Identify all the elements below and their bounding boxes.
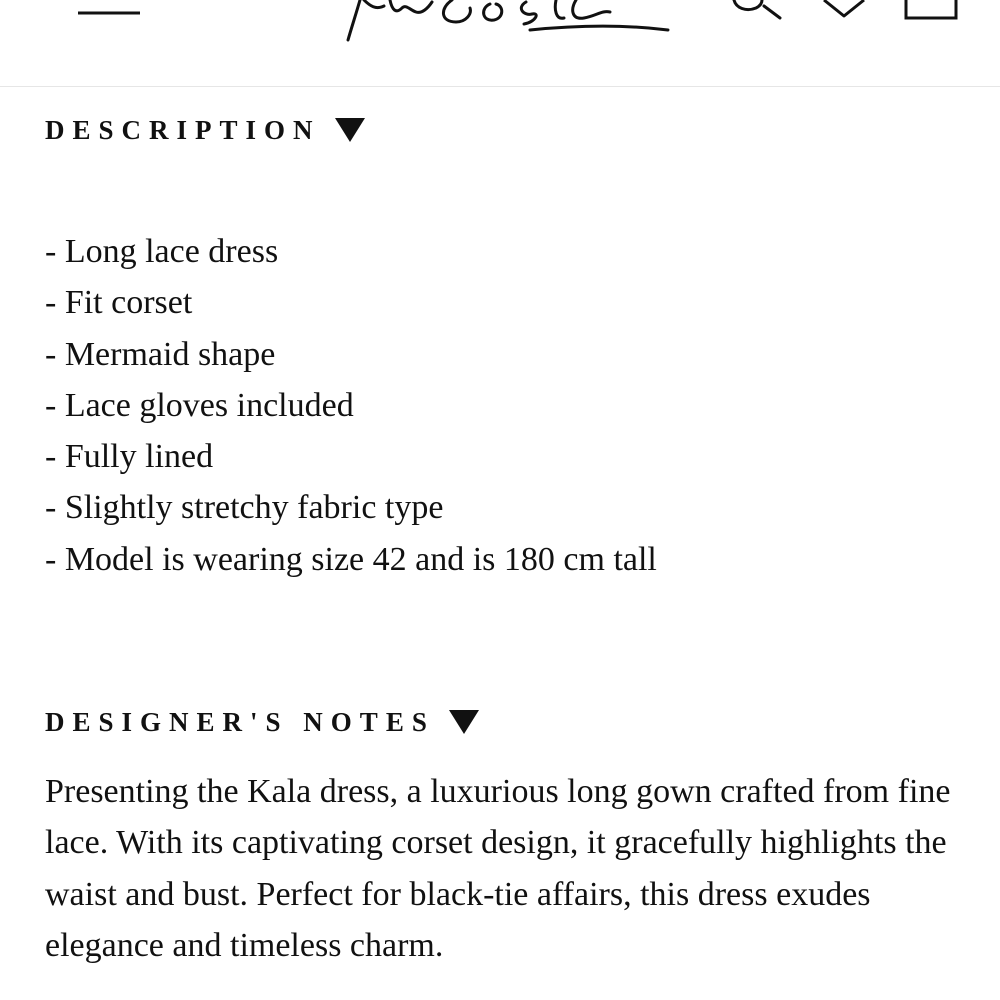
brand-logo[interactable] [340,0,675,48]
site-header [0,0,1000,87]
heart-icon[interactable] [820,0,870,20]
designer-notes-text: Presenting the Kala dress, a luxurious long gown crafted from fine lace. With its captivating corset design, it gracefully highlights the waist and bust. Perfect for black-tie affairs, this dress exudes elegance and timeless charm. [45,773,951,964]
list-item: - Fully lined [45,438,214,476]
list-item: - Model is wearing size 42 and is 180 cm tall [45,540,657,578]
description-toggle[interactable] [45,114,365,146]
list-item: - Fit corset [45,284,193,322]
description-list [45,226,657,585]
list-item: - Long lace dress [45,233,279,270]
list-item: - Mermaid shape [45,335,276,373]
designer-notes-toggle[interactable] [45,706,479,738]
description-heading: DESCRIPTION [45,115,321,145]
list-item: - Lace gloves included [45,386,354,424]
caret-down-icon [449,710,479,734]
list-item: - Slightly stretchy fabric type [45,489,444,527]
menu-icon[interactable] [78,0,140,18]
designer-notes-heading: DESIGNER'S NOTES [45,707,435,737]
shopping-bag-icon[interactable] [900,0,962,22]
caret-down-icon [335,118,365,142]
search-icon[interactable] [728,0,788,20]
